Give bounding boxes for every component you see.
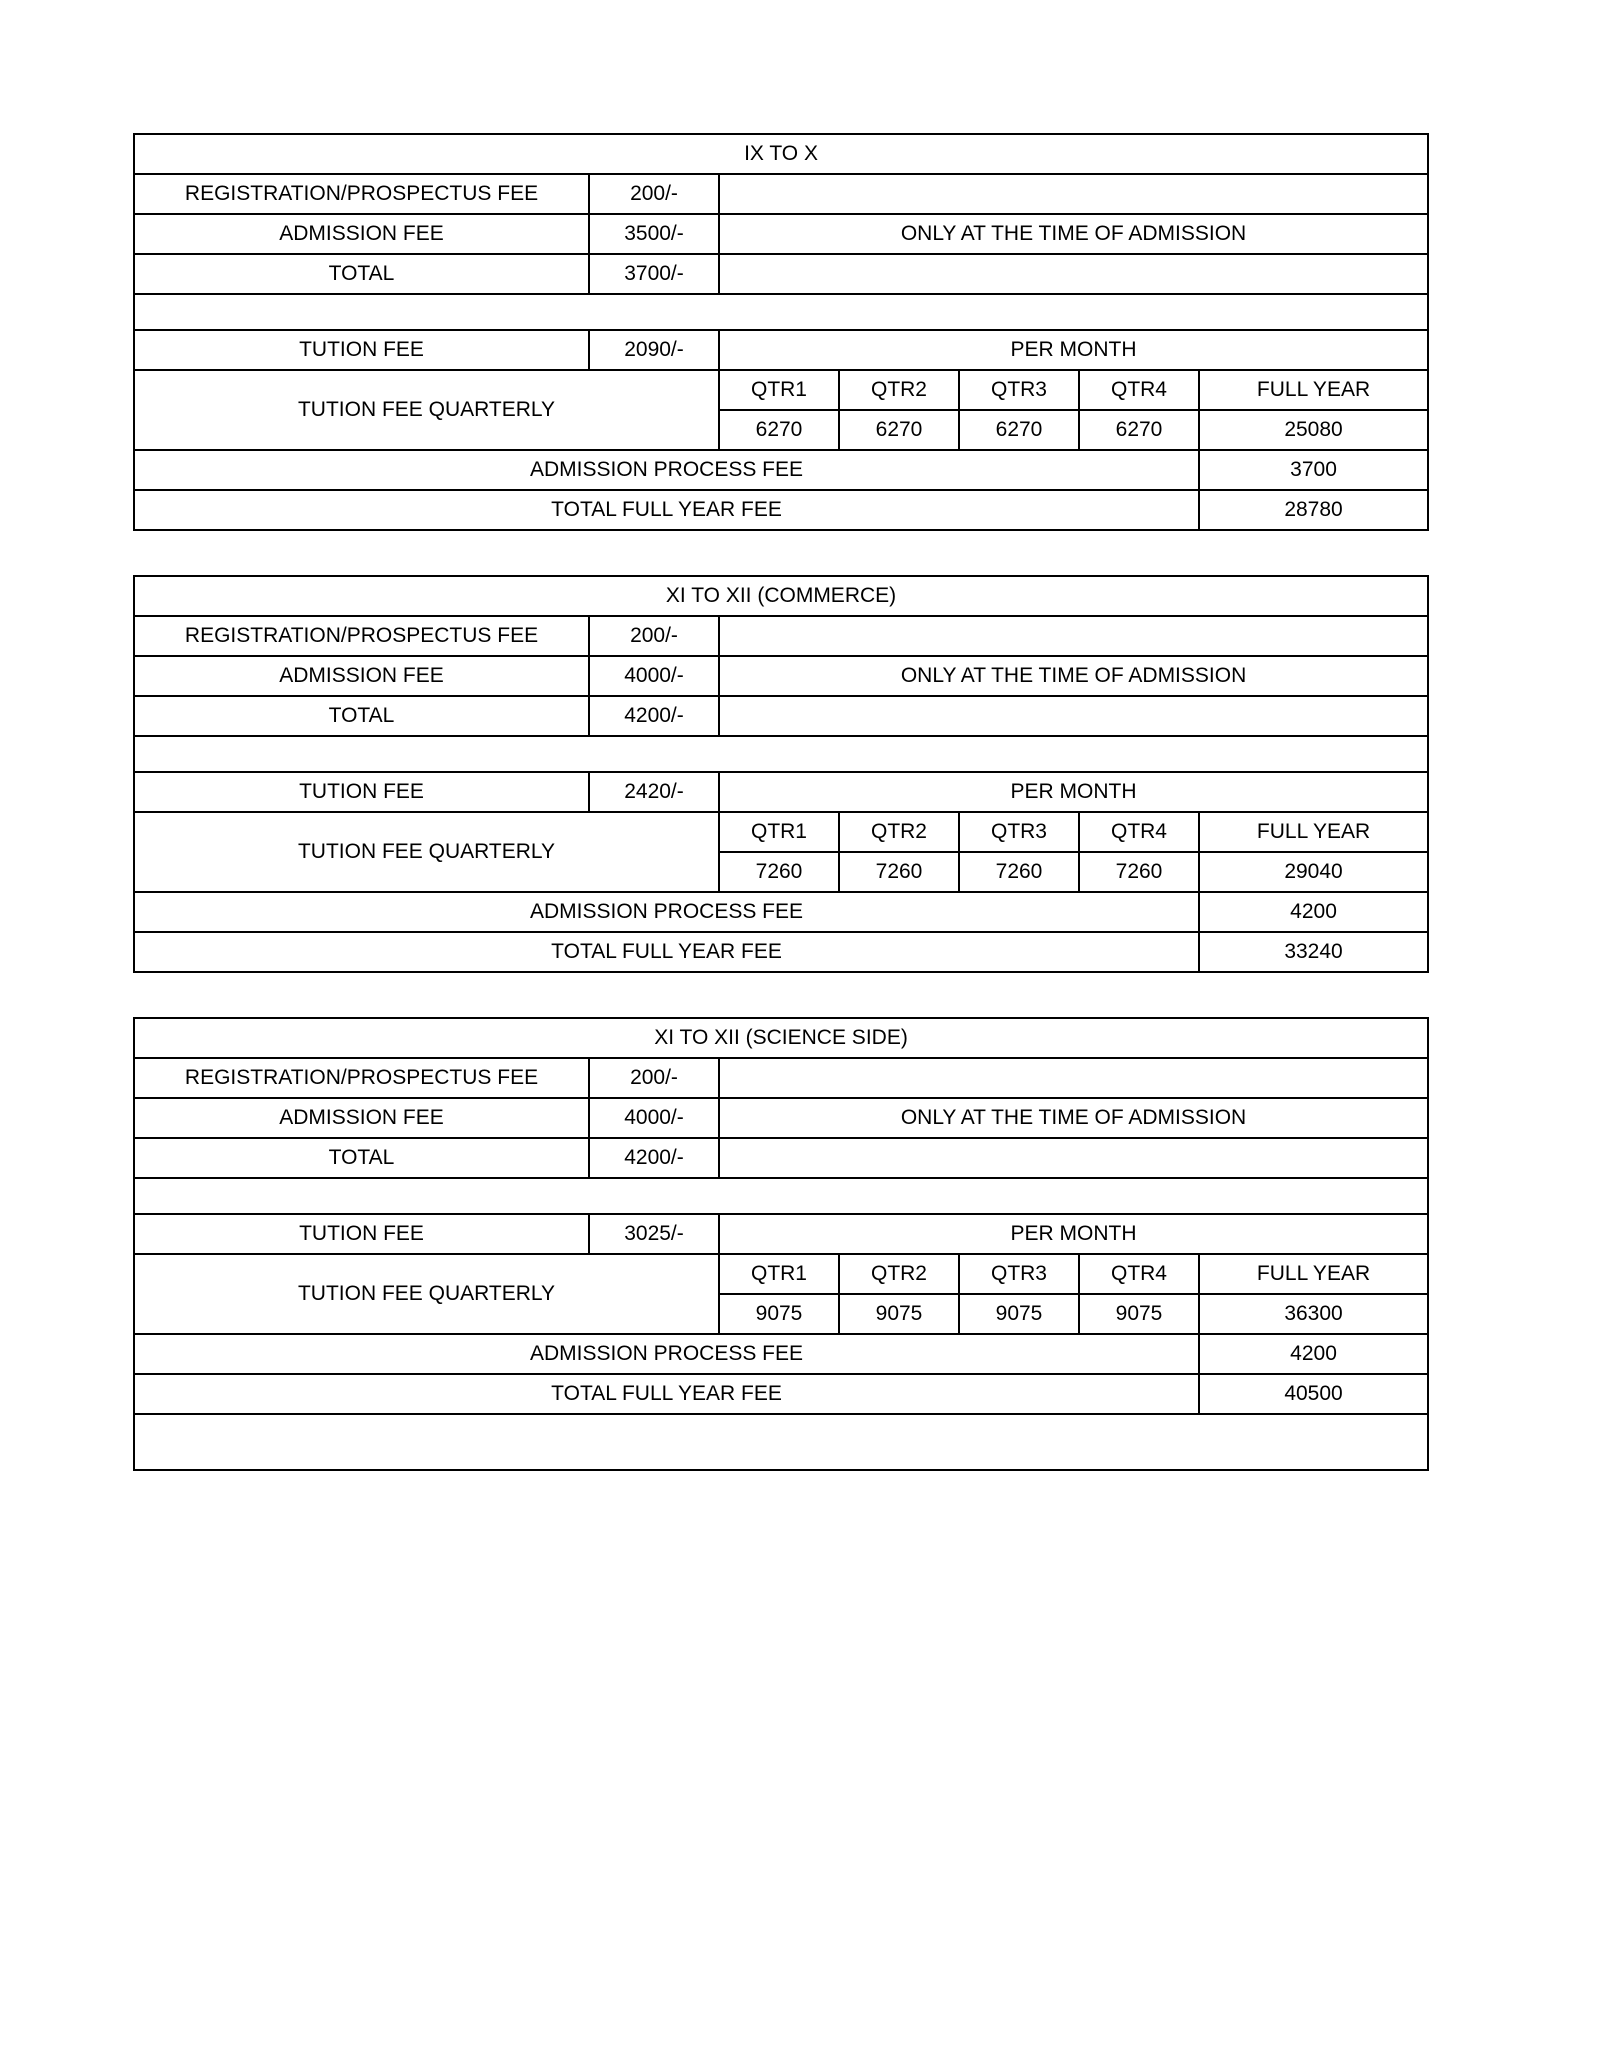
registration-value: 200/- <box>589 174 719 214</box>
qtr1-header: QTR1 <box>719 1254 839 1294</box>
registration-value: 200/- <box>589 616 719 656</box>
full-year-value: 29040 <box>1199 852 1428 892</box>
registration-note-cell <box>719 1058 1428 1098</box>
qtr4-header: QTR4 <box>1079 370 1199 410</box>
registration-value: 200/- <box>589 1058 719 1098</box>
quarterly-label: TUTION FEE QUARTERLY <box>134 812 719 892</box>
tution-fee-row <box>134 330 1428 370</box>
registration-row <box>134 616 1428 656</box>
qtr4-header: QTR4 <box>1079 812 1199 852</box>
process-fee-row <box>134 450 1428 490</box>
admission-value: 4000/- <box>589 1098 719 1138</box>
admission-label: ADMISSION FEE <box>134 656 589 696</box>
registration-note-cell <box>719 616 1428 656</box>
qtr4-header: QTR4 <box>1079 1254 1199 1294</box>
full-year-value: 36300 <box>1199 1294 1428 1334</box>
grand-total-label: TOTAL FULL YEAR FEE <box>134 932 1199 972</box>
qtr3-header: QTR3 <box>959 370 1079 410</box>
total-row <box>134 1138 1428 1178</box>
grand-total-label: TOTAL FULL YEAR FEE <box>134 1374 1199 1414</box>
process-fee-row <box>134 892 1428 932</box>
qtr4-value: 9075 <box>1079 1294 1199 1334</box>
admission-value: 4000/- <box>589 656 719 696</box>
qtr1-header: QTR1 <box>719 812 839 852</box>
tution-fee-value: 2420/- <box>589 772 719 812</box>
fee-table-xi-to-xii-science <box>133 1017 1429 1471</box>
process-fee-label: ADMISSION PROCESS FEE <box>134 1334 1199 1374</box>
total-row <box>134 254 1428 294</box>
qtr1-value: 6270 <box>719 410 839 450</box>
per-month-label: PER MONTH <box>719 772 1428 812</box>
registration-label: REGISTRATION/PROSPECTUS FEE <box>134 1058 589 1098</box>
qtr2-header: QTR2 <box>839 812 959 852</box>
quarterly-header-row <box>134 370 1428 410</box>
qtr3-value: 6270 <box>959 410 1079 450</box>
tution-fee-row <box>134 772 1428 812</box>
trailing-empty-cell <box>134 1414 1428 1470</box>
table-title-row <box>134 134 1428 174</box>
tution-fee-value: 3025/- <box>589 1214 719 1254</box>
qtr2-header: QTR2 <box>839 1254 959 1294</box>
spacer-row <box>134 294 1428 330</box>
grand-total-row <box>134 1374 1428 1414</box>
registration-row <box>134 174 1428 214</box>
spacer-cell <box>134 1178 1428 1214</box>
total-label: TOTAL <box>134 1138 589 1178</box>
grand-total-value: 40500 <box>1199 1374 1428 1414</box>
qtr2-value: 9075 <box>839 1294 959 1334</box>
admission-row <box>134 214 1428 254</box>
total-label: TOTAL <box>134 254 589 294</box>
fee-table-ix-to-x <box>133 133 1429 531</box>
full-year-value: 25080 <box>1199 410 1428 450</box>
qtr1-value: 9075 <box>719 1294 839 1334</box>
admission-label: ADMISSION FEE <box>134 214 589 254</box>
process-fee-value: 4200 <box>1199 1334 1428 1374</box>
tution-fee-value: 2090/- <box>589 330 719 370</box>
trailing-empty-row <box>134 1414 1428 1470</box>
table-title-row <box>134 1018 1428 1058</box>
tution-fee-row <box>134 1214 1428 1254</box>
total-blank-cell <box>719 254 1428 294</box>
full-year-header: FULL YEAR <box>1199 812 1428 852</box>
tution-fee-label: TUTION FEE <box>134 1214 589 1254</box>
qtr4-value: 6270 <box>1079 410 1199 450</box>
admission-note: ONLY AT THE TIME OF ADMISSION <box>719 1098 1428 1138</box>
qtr4-value: 7260 <box>1079 852 1199 892</box>
per-month-label: PER MONTH <box>719 330 1428 370</box>
fee-table-xi-to-xii-commerce <box>133 575 1429 973</box>
qtr1-header: QTR1 <box>719 370 839 410</box>
admission-note: ONLY AT THE TIME OF ADMISSION <box>719 656 1428 696</box>
total-blank-cell <box>719 696 1428 736</box>
per-month-label: PER MONTH <box>719 1214 1428 1254</box>
full-year-header: FULL YEAR <box>1199 1254 1428 1294</box>
admission-row <box>134 1098 1428 1138</box>
quarterly-header-row <box>134 812 1428 852</box>
total-label: TOTAL <box>134 696 589 736</box>
qtr2-header: QTR2 <box>839 370 959 410</box>
full-year-header: FULL YEAR <box>1199 370 1428 410</box>
process-fee-label: ADMISSION PROCESS FEE <box>134 892 1199 932</box>
table-title: IX TO X <box>134 134 1428 174</box>
quarterly-header-row <box>134 1254 1428 1294</box>
process-fee-row <box>134 1334 1428 1374</box>
total-value: 3700/- <box>589 254 719 294</box>
tution-fee-label: TUTION FEE <box>134 772 589 812</box>
spacer-row <box>134 736 1428 772</box>
qtr2-value: 6270 <box>839 410 959 450</box>
qtr2-value: 7260 <box>839 852 959 892</box>
admission-note: ONLY AT THE TIME OF ADMISSION <box>719 214 1428 254</box>
qtr3-value: 7260 <box>959 852 1079 892</box>
table-title-row <box>134 576 1428 616</box>
qtr3-header: QTR3 <box>959 812 1079 852</box>
total-row <box>134 696 1428 736</box>
qtr1-value: 7260 <box>719 852 839 892</box>
registration-row <box>134 1058 1428 1098</box>
process-fee-value: 3700 <box>1199 450 1428 490</box>
grand-total-value: 33240 <box>1199 932 1428 972</box>
total-value: 4200/- <box>589 696 719 736</box>
admission-value: 3500/- <box>589 214 719 254</box>
total-value: 4200/- <box>589 1138 719 1178</box>
process-fee-label: ADMISSION PROCESS FEE <box>134 450 1199 490</box>
qtr3-header: QTR3 <box>959 1254 1079 1294</box>
qtr3-value: 9075 <box>959 1294 1079 1334</box>
spacer-cell <box>134 294 1428 330</box>
grand-total-value: 28780 <box>1199 490 1428 530</box>
table-title: XI TO XII (COMMERCE) <box>134 576 1428 616</box>
registration-note-cell <box>719 174 1428 214</box>
table-title: XI TO XII (SCIENCE SIDE) <box>134 1018 1428 1058</box>
process-fee-value: 4200 <box>1199 892 1428 932</box>
registration-label: REGISTRATION/PROSPECTUS FEE <box>134 174 589 214</box>
quarterly-label: TUTION FEE QUARTERLY <box>134 1254 719 1334</box>
grand-total-label: TOTAL FULL YEAR FEE <box>134 490 1199 530</box>
admission-label: ADMISSION FEE <box>134 1098 589 1138</box>
spacer-row <box>134 1178 1428 1214</box>
spacer-cell <box>134 736 1428 772</box>
total-blank-cell <box>719 1138 1428 1178</box>
quarterly-label: TUTION FEE QUARTERLY <box>134 370 719 450</box>
tution-fee-label: TUTION FEE <box>134 330 589 370</box>
grand-total-row <box>134 932 1428 972</box>
registration-label: REGISTRATION/PROSPECTUS FEE <box>134 616 589 656</box>
admission-row <box>134 656 1428 696</box>
grand-total-row <box>134 490 1428 530</box>
